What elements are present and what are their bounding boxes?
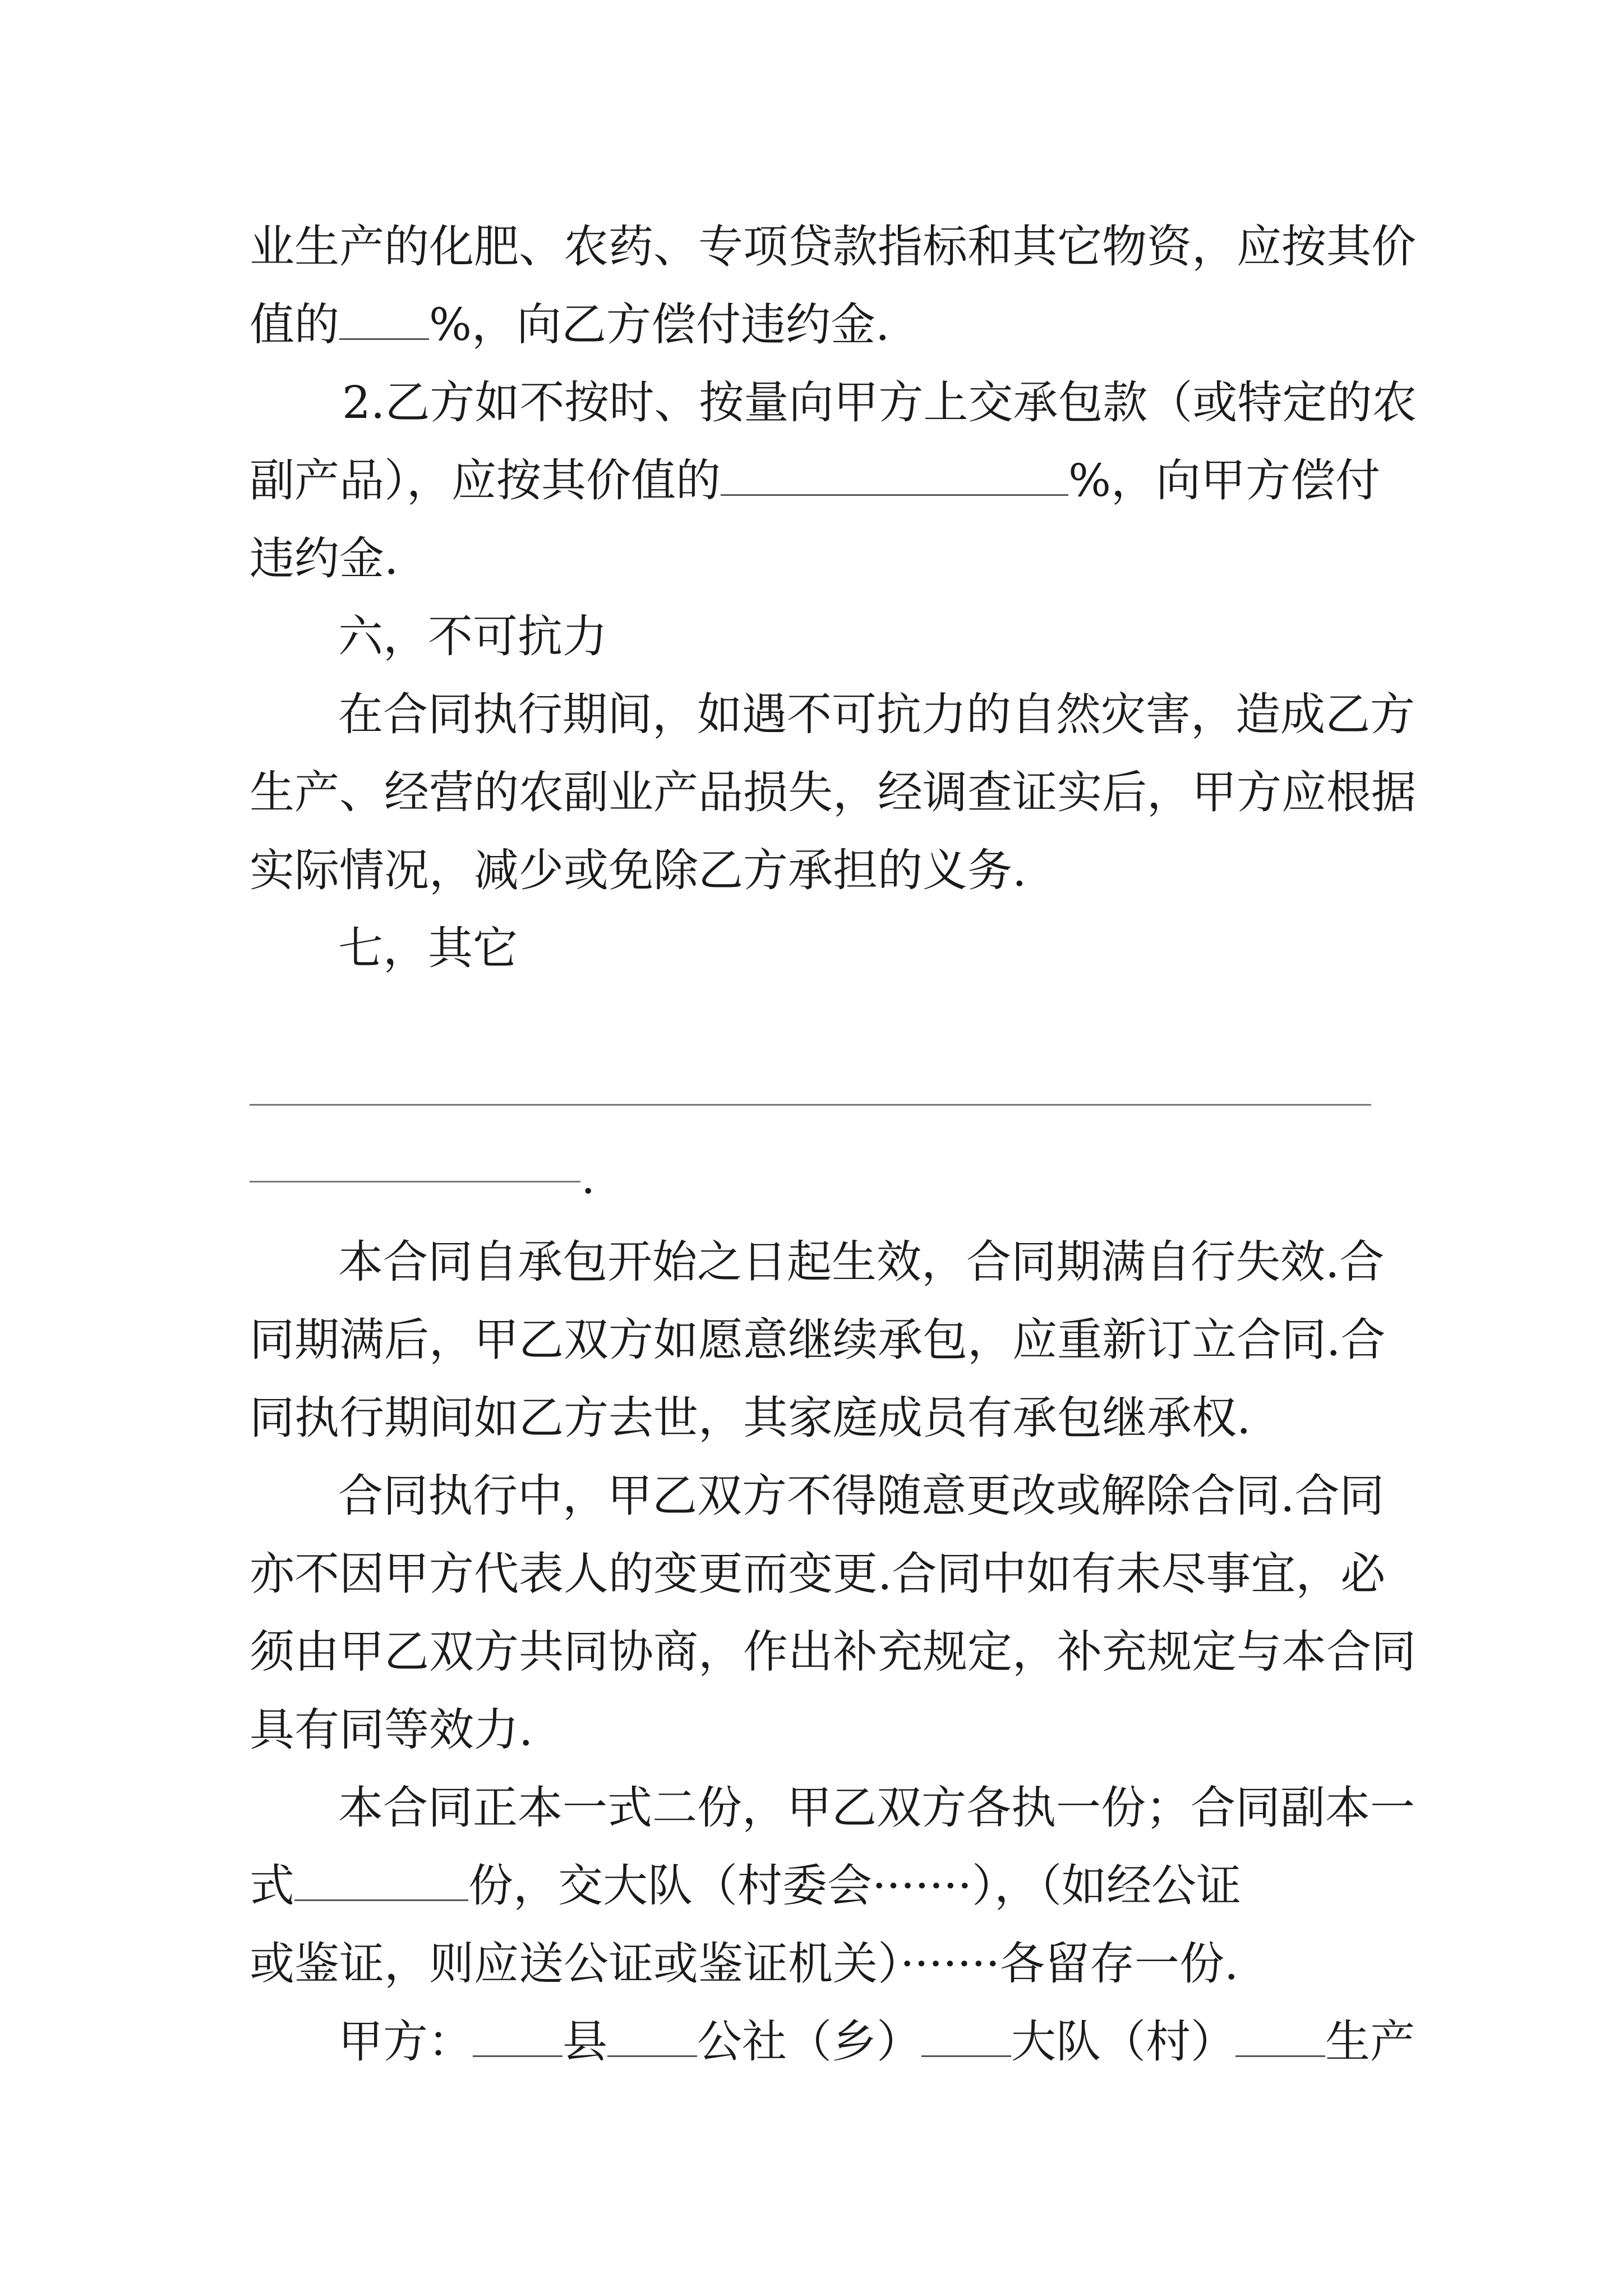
- paragraph-line: 本合同正本一式二份，甲乙双方各执一份；合同副本一: [338, 1782, 1415, 1834]
- paragraph-line: 须由甲乙双方共同协商，作出补充规定，补充规定与本合同: [250, 1626, 1416, 1678]
- paragraph-line: 实际情况，减少或免除乙方承担的义务.: [250, 844, 1027, 896]
- fill-in-blank[interactable]: [339, 298, 429, 340]
- paragraph-line: 本合同自承包开始之日起生效，合同期满自行失效.合: [338, 1236, 1385, 1288]
- party-a-line: 甲方： 县 公社（乡） 大队（村） 生产: [338, 2016, 1415, 2068]
- paragraph-line: 式 份，交大队（村委会·······），（如经公证: [250, 1860, 1242, 1912]
- paragraph-line: 或鉴证，则应送公证或鉴证机关）·······各留存一份.: [250, 1938, 1239, 1990]
- paragraph-line: 同期满后，甲乙双方如愿意继续承包，应重新订立合同.合: [250, 1314, 1386, 1366]
- paragraph-line: 合同执行中，甲乙双方不得随意更改或解除合同.合同: [338, 1470, 1385, 1522]
- fill-in-blank[interactable]: [473, 2015, 562, 2057]
- fill-in-line[interactable]: [250, 1104, 1371, 1106]
- paragraph-line: 值的 %，向乙方偿付违约金.: [250, 298, 890, 351]
- paragraph-line: 副产品），应按其价值的 %，向甲方偿付: [250, 454, 1381, 507]
- paragraph-line: 在合同执行期间，如遇不可抗力的自然灾害，造成乙方: [338, 688, 1415, 740]
- fill-in-blank[interactable]: [607, 2015, 697, 2057]
- period-mark: .: [581, 1152, 596, 1204]
- fill-in-blank[interactable]: [921, 2015, 1011, 2057]
- section-heading-other: 七，其它: [338, 922, 518, 974]
- fill-in-blank[interactable]: [1235, 2015, 1325, 2057]
- clause-2-line: 2.乙方如不按时、按量向甲方上交承包款（或特定的农: [342, 376, 1417, 429]
- paragraph-line: 同执行期间如乙方去世，其家庭成员有承包继承权.: [250, 1392, 1251, 1444]
- fill-in-line[interactable]: [250, 1181, 580, 1182]
- fill-in-blank[interactable]: [294, 1859, 468, 1901]
- paragraph-line: 违约金.: [250, 532, 399, 585]
- section-heading-force-majeure: 六，不可抗力: [338, 610, 607, 662]
- paragraph-line: 具有同等效力.: [250, 1704, 533, 1756]
- paragraph-line: 亦不因甲方代表人的变更而变更.合同中如有未尽事宜，必: [250, 1548, 1386, 1600]
- paragraph-line: 生产、经营的农副业产品损失，经调查证实后，甲方应根据: [250, 766, 1416, 818]
- paragraph-line: 业生产的化肥、农药、专项贷款指标和其它物资，应按其价: [250, 220, 1416, 273]
- fill-in-blank[interactable]: [721, 454, 1068, 496]
